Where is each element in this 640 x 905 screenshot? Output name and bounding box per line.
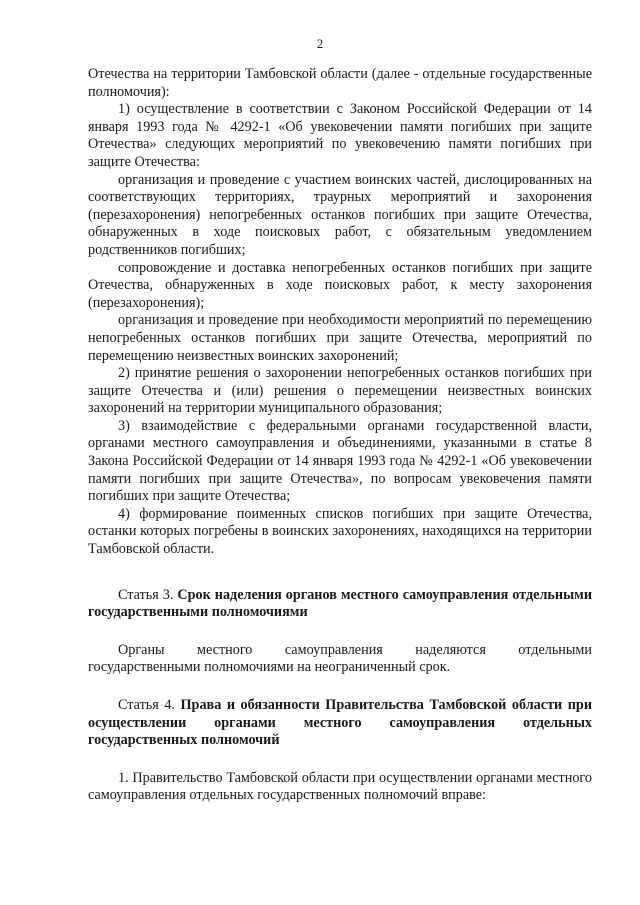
paragraph: организация и проведение с участием воинских частей, дислоцированных на соответствующих территориях, траурных мероприятий и захоронения (перезахоронения) непогребенных останков погибших при защите Отечества, обнаруженных в ходе поисковых работ, с обязательным уведомлением родственников погибших; [88,171,592,258]
article-3-body: Органы местного самоуправления наделяются отдельными государственными полномочиями на неограниченный срок. [88,641,592,676]
paragraph: Отечества на территории Тамбовской области (далее - отдельные государственные полномочия): [88,66,592,100]
spacer [88,750,592,770]
article-3-title: Срок наделения органов местного самоуправления отдельными государственными полномочиями [88,586,592,621]
paragraph: 4) формирование поименных списков погибших при защите Отечества, останки которых погребены в воинских захоронениях, находящихся на территории Тамбовской области. [88,505,592,558]
article-4-number: Статья 4. [118,697,175,713]
document-body [88,66,592,805]
article-3-number: Статья 3. [118,586,174,603]
paragraph: 2) принятие решения о захоронении непогребенных останков погибших при защите Отечества и (или) решения о перемещении неизвестных воинских захоронений на территории муниципального образования; [88,365,592,417]
paragraph: 3) взаимодействие с федеральными органами государственной власти, органами местного самоуправления и объединениями, указанными в статье 8 Закона Российской Федерации от 14 января 1993 года № 4292-1 «Об увековечении памяти погибших при защите Отечества», по вопросам увековечения памяти погибших при защите Отечества; [88,417,592,505]
article-4-title: Права и обязанности Правительства Тамбовской области при осуществлении органами местного самоуправления отдельных государственных полномочий [88,697,592,749]
article-3-heading [88,587,592,622]
spacer [88,622,592,642]
spacer [88,677,592,697]
spacer [88,559,592,587]
page-number: 2 [316,36,324,51]
paragraph: сопровождение и доставка непогребенных останков погибших при защите Отечества, обнаруженных в ходе поисковых работ, к месту захоронения (перезахоронения); [88,259,592,311]
paragraph: организация и проведение при необходимости мероприятий по перемещению непогребенных останков погибших при защите Отечества, мероприятий по перемещению неизвестных воинских захоронений; [88,312,592,364]
paragraph: 1) осуществление в соответствии с Законом Российской Федерации от 14 января 1993 года № 4292-1 «Об увековечении памяти погибших при защите Отечества» следующих мероприятий по увековечению памяти погибших при защите Отечества: [88,101,592,170]
article-4-body: 1. Правительство Тамбовской области при осуществлении органами местного самоуправления отдельных государственных полномочий вправе: [88,769,592,804]
article-4-heading [88,697,592,750]
paragraph-list [88,66,592,559]
